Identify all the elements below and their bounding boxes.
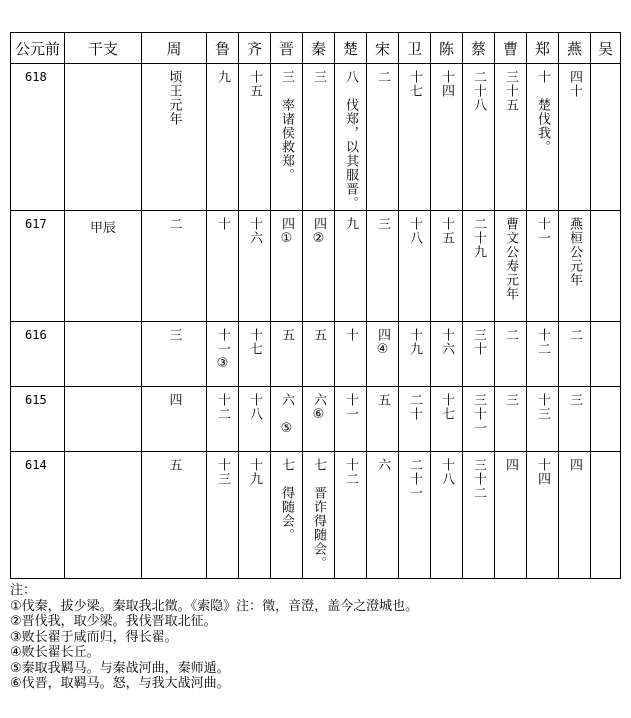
state-cell xyxy=(495,387,527,452)
cell-text: 五 xyxy=(279,328,294,342)
cell-text: 十二 xyxy=(343,458,358,486)
cell-text: 三十一 xyxy=(471,393,486,435)
state-cell xyxy=(527,322,559,387)
cell-text: 十九 xyxy=(407,328,422,356)
cell-text: 十八 xyxy=(247,393,262,421)
cell-text: 十八 xyxy=(439,458,454,486)
note-5: ⑤秦取我羁马。与秦战河曲，秦师遁。 xyxy=(10,660,230,676)
state-cell xyxy=(495,452,527,579)
cell-text: 十三 xyxy=(535,393,550,421)
state-cell xyxy=(239,64,271,211)
state-cell xyxy=(559,452,591,579)
state-cell xyxy=(463,211,495,322)
cell-text: 二十九 xyxy=(471,217,486,259)
state-cell xyxy=(431,322,463,387)
state-cell xyxy=(399,387,431,452)
cell-text: 顷王元年 xyxy=(166,70,182,126)
table-row xyxy=(11,452,621,579)
ganzhi-cell xyxy=(65,64,142,211)
cell-text: 十九 xyxy=(247,458,262,486)
state-cell xyxy=(527,452,559,579)
header-cao: 曹 xyxy=(495,33,527,64)
cell-text: 二 xyxy=(503,328,518,342)
year-cell: 616 xyxy=(11,322,65,387)
note-2: ②晋伐我，取少梁。我伐晋取北征。 xyxy=(10,614,217,629)
cell-text: 五 xyxy=(311,328,326,342)
header-row xyxy=(11,33,621,64)
cell-text: 七 晋诈得随会。 xyxy=(311,458,326,570)
table-row xyxy=(11,211,621,322)
state-cell xyxy=(591,322,621,387)
header-year: 公元前 xyxy=(11,33,65,64)
cell-text: 十四 xyxy=(439,70,454,98)
state-cell xyxy=(207,211,239,322)
cell-text: 五 xyxy=(375,393,390,407)
state-cell xyxy=(303,322,335,387)
note-6: ⑥伐晋，取羁马。怒，与我大战河曲。 xyxy=(10,676,230,691)
state-cell xyxy=(142,322,207,387)
state-cell xyxy=(239,211,271,322)
state-cell xyxy=(399,452,431,579)
state-cell xyxy=(142,64,207,211)
cell-text: 三 xyxy=(375,217,390,231)
cell-text: 二十 xyxy=(407,393,422,421)
cell-text: 八 伐郑，以其服晋。 xyxy=(343,70,358,210)
state-cell xyxy=(239,387,271,452)
state-cell xyxy=(559,387,591,452)
state-cell xyxy=(271,387,303,452)
cell-text: 四④ xyxy=(375,328,390,358)
state-cell xyxy=(207,387,239,452)
cell-text: 十一③ xyxy=(215,328,230,372)
cell-text: 二十八 xyxy=(471,70,486,112)
cell-text: 六⑥ xyxy=(311,393,326,423)
cell-text: 十三 xyxy=(215,458,230,486)
header-qi: 齐 xyxy=(239,33,271,64)
header-chen: 陈 xyxy=(431,33,463,64)
state-cell xyxy=(303,387,335,452)
note-1: ①伐秦，拔少梁。秦取我北徵。《索隐》注：徵，音澄，盖今之澄城也。 xyxy=(10,598,419,614)
state-cell xyxy=(591,64,621,211)
state-cell xyxy=(527,387,559,452)
state-cell xyxy=(142,211,207,322)
cell-text: 三十五 xyxy=(503,70,518,112)
state-cell xyxy=(239,452,271,579)
cell-text: 十六 xyxy=(439,328,454,356)
cell-text: 二 xyxy=(166,217,182,231)
cell-text: 四 xyxy=(166,393,182,407)
state-cell xyxy=(335,64,367,211)
state-cell xyxy=(527,211,559,322)
header-wei: 卫 xyxy=(399,33,431,64)
note-heading: 注： xyxy=(10,583,37,598)
state-cell xyxy=(431,64,463,211)
cell-text: 四 xyxy=(503,458,518,472)
state-cell xyxy=(431,211,463,322)
chronology-table xyxy=(10,32,621,579)
cell-text: 十 楚伐我。 xyxy=(535,70,550,154)
ganzhi-cell xyxy=(65,452,142,579)
header-cai: 蔡 xyxy=(463,33,495,64)
cell-text: 十五 xyxy=(247,70,262,98)
cell-text: 四十 xyxy=(567,70,582,98)
cell-text: 十五 xyxy=(439,217,454,245)
cell-text: 九 xyxy=(343,217,358,231)
state-cell xyxy=(367,322,399,387)
footnotes xyxy=(10,583,625,692)
state-cell xyxy=(431,387,463,452)
state-cell xyxy=(463,452,495,579)
header-chu: 楚 xyxy=(335,33,367,64)
state-cell xyxy=(431,452,463,579)
state-cell xyxy=(559,322,591,387)
state-cell xyxy=(335,452,367,579)
header-yan: 燕 xyxy=(559,33,591,64)
cell-text: 七 得随会。 xyxy=(279,458,294,542)
ganzhi-cell: 甲辰 xyxy=(65,211,142,322)
state-cell xyxy=(335,322,367,387)
state-cell xyxy=(207,322,239,387)
header-qin: 秦 xyxy=(303,33,335,64)
state-cell xyxy=(527,64,559,211)
header-wu: 吴 xyxy=(591,33,621,64)
state-cell xyxy=(559,64,591,211)
cell-text: 二 xyxy=(567,328,582,342)
state-cell xyxy=(271,322,303,387)
header-zheng: 郑 xyxy=(527,33,559,64)
table-row xyxy=(11,322,621,387)
cell-text: 三十 xyxy=(471,328,486,356)
cell-text: 三 xyxy=(503,393,518,407)
state-cell xyxy=(495,211,527,322)
note-3: ③败长翟于咸而归，得长翟。 xyxy=(10,629,178,645)
state-cell xyxy=(463,322,495,387)
cell-text: 曹文公寿元年 xyxy=(503,217,518,301)
state-cell xyxy=(559,211,591,322)
cell-text: 十七 xyxy=(439,393,454,421)
state-cell xyxy=(271,64,303,211)
state-cell xyxy=(367,387,399,452)
state-cell xyxy=(207,452,239,579)
cell-text: 三 率诸侯救郑。 xyxy=(279,70,294,182)
cell-text: 十七 xyxy=(407,70,422,98)
note-4: ④败长翟长丘。 xyxy=(10,645,100,660)
state-cell xyxy=(271,211,303,322)
ganzhi-cell xyxy=(65,322,142,387)
cell-text: 十一 xyxy=(343,393,358,421)
state-cell xyxy=(239,322,271,387)
year-cell: 617 xyxy=(11,211,65,322)
state-cell xyxy=(591,387,621,452)
cell-text: 十八 xyxy=(407,217,422,245)
cell-text: 十四 xyxy=(535,458,550,486)
state-cell xyxy=(399,322,431,387)
cell-text: 五 xyxy=(166,458,182,472)
state-cell xyxy=(495,322,527,387)
ganzhi-cell xyxy=(65,387,142,452)
state-cell xyxy=(335,387,367,452)
cell-text: 四① xyxy=(279,217,294,247)
state-cell xyxy=(495,64,527,211)
cell-text: 二 xyxy=(375,70,390,84)
state-cell xyxy=(303,64,335,211)
cell-text: 三十二 xyxy=(471,458,486,500)
cell-text: 十六 xyxy=(247,217,262,245)
cell-text: 十 xyxy=(215,217,230,231)
state-cell xyxy=(303,452,335,579)
state-cell xyxy=(367,211,399,322)
cell-text: 十七 xyxy=(247,328,262,356)
state-cell xyxy=(591,211,621,322)
state-cell xyxy=(142,387,207,452)
cell-text: 十二 xyxy=(215,393,230,421)
state-cell xyxy=(463,64,495,211)
state-cell xyxy=(303,211,335,322)
cell-text: 二十一 xyxy=(407,458,422,500)
year-cell: 618 xyxy=(11,64,65,211)
state-cell xyxy=(463,387,495,452)
header-jin: 晋 xyxy=(271,33,303,64)
cell-text: 十 xyxy=(343,328,358,342)
state-cell xyxy=(399,211,431,322)
cell-text: 九 xyxy=(215,70,230,84)
cell-text: 三 xyxy=(311,70,326,84)
header-zhou: 周 xyxy=(142,33,207,64)
cell-text: 四 xyxy=(567,458,582,472)
cell-text: 六 xyxy=(375,458,390,472)
cell-text: 四② xyxy=(311,217,326,247)
state-cell xyxy=(335,211,367,322)
state-cell xyxy=(367,452,399,579)
cell-text: 燕桓公元年 xyxy=(567,217,582,287)
table-row xyxy=(11,64,621,211)
state-cell xyxy=(142,452,207,579)
state-cell xyxy=(367,64,399,211)
cell-text: 十一 xyxy=(535,217,550,245)
cell-text: 三 xyxy=(166,328,182,342)
state-cell xyxy=(399,64,431,211)
state-cell xyxy=(207,64,239,211)
cell-text: 六 ⑤ xyxy=(279,393,294,437)
cell-text: 十二 xyxy=(535,328,550,356)
state-cell xyxy=(271,452,303,579)
header-ganzhi: 干支 xyxy=(65,33,142,64)
header-lu: 鲁 xyxy=(207,33,239,64)
cell-text: 三 xyxy=(567,393,582,407)
year-cell: 615 xyxy=(11,387,65,452)
year-cell: 614 xyxy=(11,452,65,579)
table-row xyxy=(11,387,621,452)
header-song: 宋 xyxy=(367,33,399,64)
state-cell xyxy=(591,452,621,579)
